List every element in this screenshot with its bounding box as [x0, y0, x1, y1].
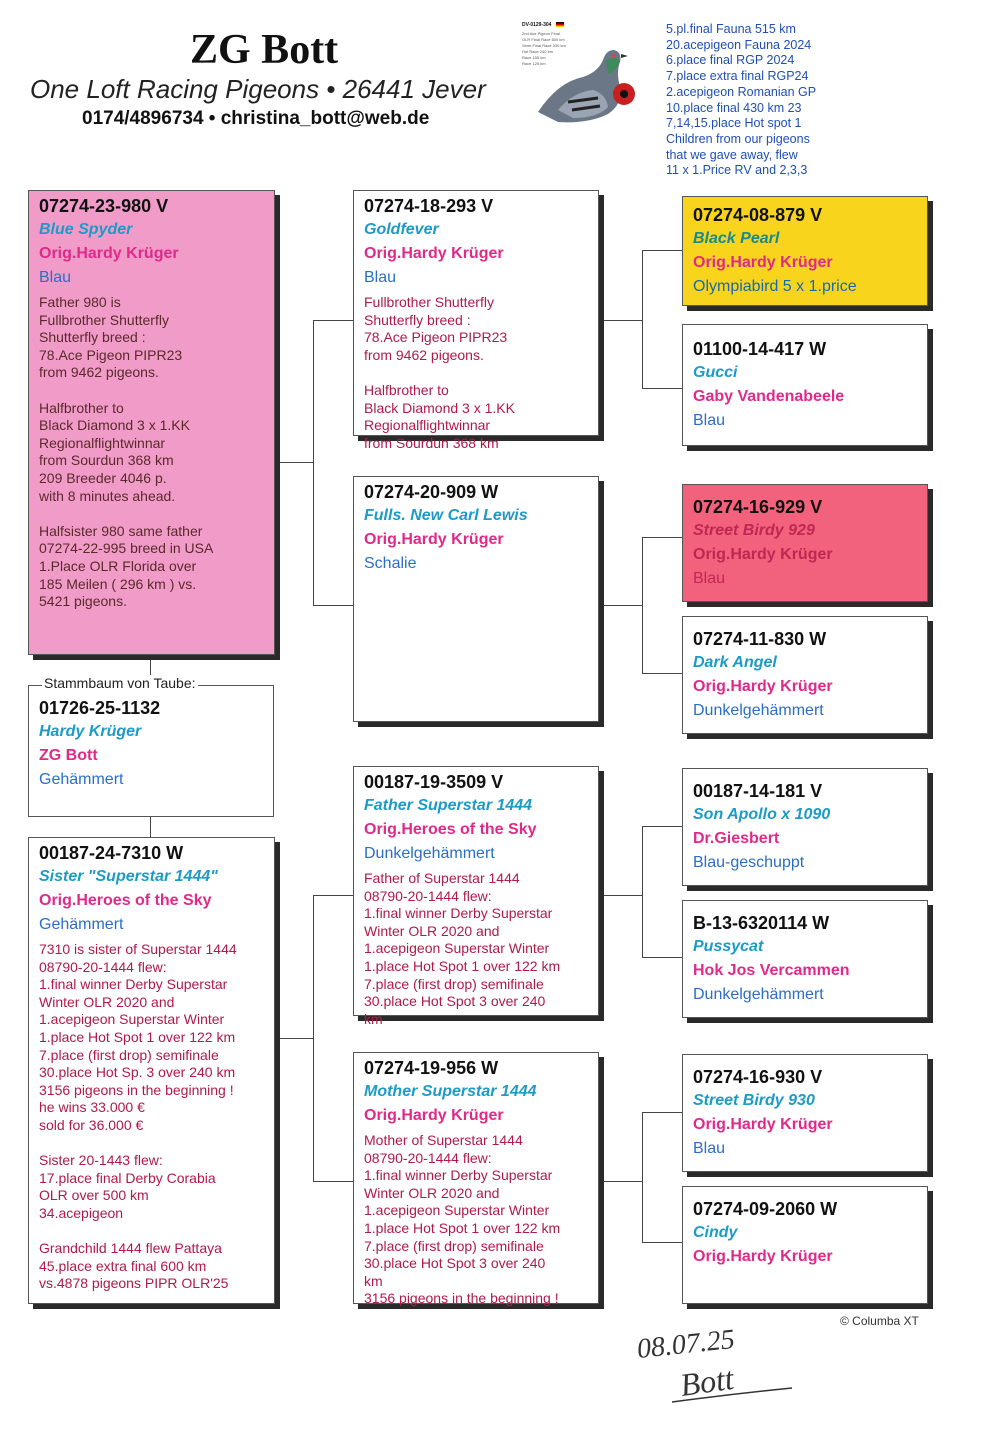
note-line: Regionalflightwinnar [364, 417, 491, 434]
great-grandparent-card-7 [682, 1054, 928, 1172]
note-line: 1.place Hot Spot 1 over 122 km [364, 957, 561, 974]
note-line [39, 1223, 264, 1241]
pigeon-name: Goldfever [364, 221, 439, 238]
note-line: 209 Breeder 4046 p. [39, 469, 167, 486]
note-line: 7.place (first drop) semifinale [364, 1237, 544, 1254]
achievement-item: 7.place extra final RGP24 [666, 69, 809, 84]
pigeon-name: Street Birdy 930 [693, 1092, 815, 1109]
plumage-color: Gehämmert [39, 916, 124, 933]
note-line: 7310 is sister of Superstar 1444 [39, 941, 237, 957]
breeder-name: Orig.Hardy Krüger [364, 1107, 504, 1124]
breeder-name: Orig.Hardy Krüger [693, 546, 833, 563]
note-line: Father of Superstar 1444 [364, 870, 520, 886]
photo-caption-line: OLR Final Race 600 km [522, 37, 565, 42]
plumage-color: Gehämmert [39, 771, 124, 788]
note-line: 1.acepigeon Superstar Winter [39, 1011, 225, 1028]
pigeon-photo-card [518, 22, 638, 134]
granddam-maternal-card [353, 1052, 599, 1307]
note-line: Grandchild 1444 flew Pattaya [39, 1240, 222, 1257]
note-line: 30.place Hot Sp. 3 over 240 km [39, 1064, 236, 1081]
achievement-item: 11 x 1.Price RV and 2,3,3 [666, 163, 808, 178]
great-grandparent-card-8 [682, 1186, 928, 1304]
plumage-color: Schalie [364, 555, 417, 572]
note-line: Winter OLR 2020 and [39, 993, 175, 1010]
pigeon-name: Blue Spyder [39, 221, 133, 238]
note-line: Shutterfly breed : [39, 329, 146, 346]
ring-number: B-13-6320114 W [693, 913, 830, 933]
note-line: Black Diamond 3 x 1.KK [39, 417, 190, 434]
note-line: 08790-20-1444 flew: [364, 1149, 492, 1166]
note-line: km [364, 1010, 383, 1027]
ring-number: 07274-16-929 V [693, 497, 823, 517]
ring-number: 07274-08-879 V [693, 205, 823, 225]
breeder-name: Gaby Vandenabeele [693, 388, 845, 405]
note-line: 30.place Hot Spot 3 over 240 [364, 993, 546, 1010]
signature-date: 08.07.25 [635, 1323, 737, 1365]
plumage-color: Blau [693, 1140, 726, 1157]
note-line: 45.place extra final 600 km [39, 1257, 207, 1274]
achievement-item: 6.place final RGP 2024 [666, 53, 795, 68]
note-line: 1.acepigeon Superstar Winter [364, 1202, 550, 1219]
note-line: 7.place (first drop) semifinale [364, 975, 544, 992]
achievement-item: 2.acepigeon Romanian GP [666, 84, 817, 99]
ring-number: 07274-09-2060 W [693, 1199, 838, 1219]
plumage-color: Blau [364, 269, 397, 286]
photo-caption-line: Race 125 km [522, 61, 546, 66]
breeder-name: Orig.Heroes of the Sky [364, 821, 537, 838]
pigeon-name: Cindy [693, 1224, 738, 1241]
pigeon-name: Sister "Superstar 1444" [39, 868, 218, 885]
ring-number: 01100-14-417 W [693, 339, 827, 359]
note-line: 08790-20-1444 flew: [364, 887, 492, 904]
note-line: 30.place Hot Spot 3 over 240 [364, 1255, 546, 1272]
breeder-name: Orig.Hardy Krüger [693, 678, 833, 695]
plumage-color: Olympiabird 5 x 1.price [693, 278, 857, 295]
plumage-color: Blau-geschuppt [693, 854, 805, 871]
note-line: 5421 pigeons. [39, 593, 127, 610]
breeder-name: Orig.Hardy Krüger [364, 245, 504, 262]
pigeon-notes [364, 870, 588, 1028]
note-line: 185 Meilen ( 296 km ) vs. [39, 575, 197, 592]
note-line: Winter OLR 2020 and [364, 1184, 500, 1201]
note-line: Fullbrother Shutterfly [39, 311, 169, 328]
germany-flag-icon [556, 22, 564, 27]
achievements-list [666, 22, 816, 179]
note-line: 1.final winner Derby Superstar [364, 1167, 553, 1184]
pedigree-label: Stammbaum von Taube: [44, 675, 196, 691]
breeder-name: Orig.Hardy Krüger [693, 1248, 833, 1265]
note-line: 07274-22-995 breed in USA [39, 540, 214, 557]
photo-caption-line: Race 155 km [522, 55, 546, 60]
pigeon-notes [39, 294, 264, 611]
contact-line: 0174/4896734 • christina_bott@web.de [82, 108, 430, 129]
note-line: 1.place Hot Spot 1 over 122 km [39, 1028, 236, 1045]
note-line: Winter OLR 2020 and [364, 922, 500, 939]
note-line: Halfbrother to [39, 399, 124, 416]
photo-caption-line: 2nd Ace Pigeon Final [522, 31, 560, 36]
breeder-subtitle: One Loft Racing Pigeons • 26441 Jever [30, 74, 486, 104]
note-line: 1.final winner Derby Superstar [39, 976, 228, 993]
ring-number: 07274-23-980 V [39, 196, 169, 216]
note-line: Mother of Superstar 1444 [364, 1132, 523, 1148]
grandsire-paternal-card [353, 190, 599, 451]
breeder-name: Orig.Hardy Krüger [364, 531, 504, 548]
note-line: from Sourdun 368 km [39, 452, 174, 469]
pigeon-icon [528, 32, 638, 132]
breeder-name: Orig.Hardy Krüger [693, 254, 833, 271]
photo-caption-line: Semi-Final Race 330 km [522, 43, 566, 48]
note-line: Regionalflightwinnar [39, 434, 166, 451]
pigeon-name: Son Apollo x 1090 [693, 806, 831, 823]
note-line: with 8 minutes ahead. [39, 487, 176, 504]
plumage-color: Dunkelgehämmert [693, 986, 824, 1003]
pigeon-notes [39, 941, 264, 1293]
note-line: sold for 36.000 € [39, 1116, 144, 1133]
great-grandparent-card-4 [682, 616, 928, 734]
ring-number: 01726-25-1132 [39, 698, 161, 718]
note-line: he wins 33.000 € [39, 1099, 145, 1116]
note-line: 78.Ace Pigeon PIPR23 [39, 346, 183, 363]
great-grandparent-card-2 [682, 324, 928, 446]
subject-card [28, 685, 274, 817]
achievement-item: 7,14,15.place Hot spot 1 [666, 116, 802, 131]
note-line: 3156 pigeons in the beginning ! [39, 1081, 234, 1098]
pigeon-name: Street Birdy 929 [693, 522, 815, 539]
pigeon-name: Fulls. New Carl Lewis [364, 507, 528, 524]
plumage-color: Dunkelgehämmert [693, 702, 824, 719]
ring-number: 00187-19-3509 V [364, 772, 504, 792]
note-line: from Sourdun 368 km [364, 434, 499, 451]
ring-number: 07274-20-909 W [364, 482, 499, 502]
ring-number: 00187-14-181 V [693, 781, 823, 801]
plumage-color: Blau [693, 570, 726, 587]
breeder-name: Orig.Hardy Krüger [693, 1116, 833, 1133]
note-line: OLR over 500 km [39, 1187, 149, 1204]
pigeon-name: Pussycat [693, 938, 764, 955]
note-line: 1.final winner Derby Superstar [364, 905, 553, 922]
pigeon-name: Hardy Krüger [39, 723, 142, 740]
pigeon-name: Mother Superstar 1444 [364, 1083, 537, 1100]
note-line [364, 364, 588, 382]
achievement-item: 5.pl.final Fauna 515 km [666, 22, 796, 36]
photo-ring: DV-0129-304 [522, 22, 552, 28]
note-line: 17.place final Derby Corabia [39, 1169, 216, 1186]
ring-number: 07274-11-830 W [693, 629, 827, 649]
note-line: 7.place (first drop) semifinale [39, 1046, 219, 1063]
achievement-item: that we gave away, flew [666, 147, 798, 162]
note-line: Shutterfly breed : [364, 311, 471, 328]
pigeon-name: Dark Angel [693, 654, 777, 671]
note-line: 34.acepigeon [39, 1204, 124, 1221]
pigeon-name: Father Superstar 1444 [364, 797, 533, 814]
great-grandparent-card-1 [682, 196, 928, 306]
breeder-name: Orig.Hardy Krüger [39, 245, 179, 262]
note-line: Fullbrother Shutterfly [364, 294, 494, 310]
pigeon-notes [364, 294, 588, 452]
plumage-color: Blau [693, 412, 726, 429]
note-line: from 9462 pigeons. [39, 364, 159, 381]
breeder-title: ZG Bott [190, 27, 339, 73]
breeder-name: Orig.Heroes of the Sky [39, 892, 212, 909]
note-line: Father 980 is [39, 294, 121, 310]
ring-number: 07274-19-956 W [364, 1058, 499, 1078]
grandsire-maternal-card [353, 766, 599, 1027]
note-line: Halfbrother to [364, 381, 449, 398]
father-card [28, 190, 275, 655]
note-line: vs.4878 pigeons PIPR OLR'25 [39, 1275, 229, 1292]
breeder-name: ZG Bott [39, 747, 98, 764]
handwritten-signature [632, 1318, 802, 1408]
plumage-color: Dunkelgehämmert [364, 845, 495, 862]
ring-number: 07274-16-930 V [693, 1067, 823, 1087]
note-line: from 9462 pigeons. [364, 346, 484, 363]
achievement-item: Children from our pigeons [666, 131, 810, 146]
granddam-paternal-card [353, 476, 599, 722]
note-line: 3156 pigeons in the beginning ! [364, 1290, 559, 1307]
note-line [39, 1135, 264, 1153]
note-line: Sister 20-1443 flew: [39, 1152, 163, 1169]
great-grandparent-card-3 [682, 484, 928, 602]
achievement-item: 20.acepigeon Fauna 2024 [666, 37, 812, 52]
pigeon-name: Black Pearl [693, 230, 780, 247]
mother-card [28, 837, 275, 1304]
note-line: 1.acepigeon Superstar Winter [364, 940, 550, 957]
note-line: Halfsister 980 same father [39, 522, 203, 539]
note-line [39, 505, 264, 523]
note-line: 1.place Hot Spot 1 over 122 km [364, 1219, 561, 1236]
ring-number: 00187-24-7310 W [39, 843, 184, 863]
note-line: 78.Ace Pigeon PIPR23 [364, 329, 508, 346]
note-line [39, 382, 264, 400]
note-line: 1.Place OLR Florida over [39, 557, 197, 574]
copyright-text: © Columba XT [840, 1314, 919, 1328]
great-grandparent-card-6 [682, 900, 928, 1018]
plumage-color: Blau [39, 269, 72, 286]
achievement-item: 10.place final 430 km 23 [666, 100, 802, 115]
pigeon-name: Gucci [693, 364, 738, 381]
breeder-name: Hok Jos Vercammen [693, 962, 850, 979]
pigeon-notes [364, 1132, 588, 1308]
breeder-name: Dr.Giesbert [693, 830, 780, 847]
ring-number: 07274-18-293 V [364, 196, 494, 216]
note-line: km [364, 1272, 383, 1289]
note-line: Black Diamond 3 x 1.KK [364, 399, 515, 416]
signature-name: Bott [677, 1359, 736, 1403]
note-line: 08790-20-1444 flew: [39, 958, 167, 975]
photo-caption-line: Hot Race 240 km [522, 49, 553, 54]
great-grandparent-card-5 [682, 768, 928, 886]
